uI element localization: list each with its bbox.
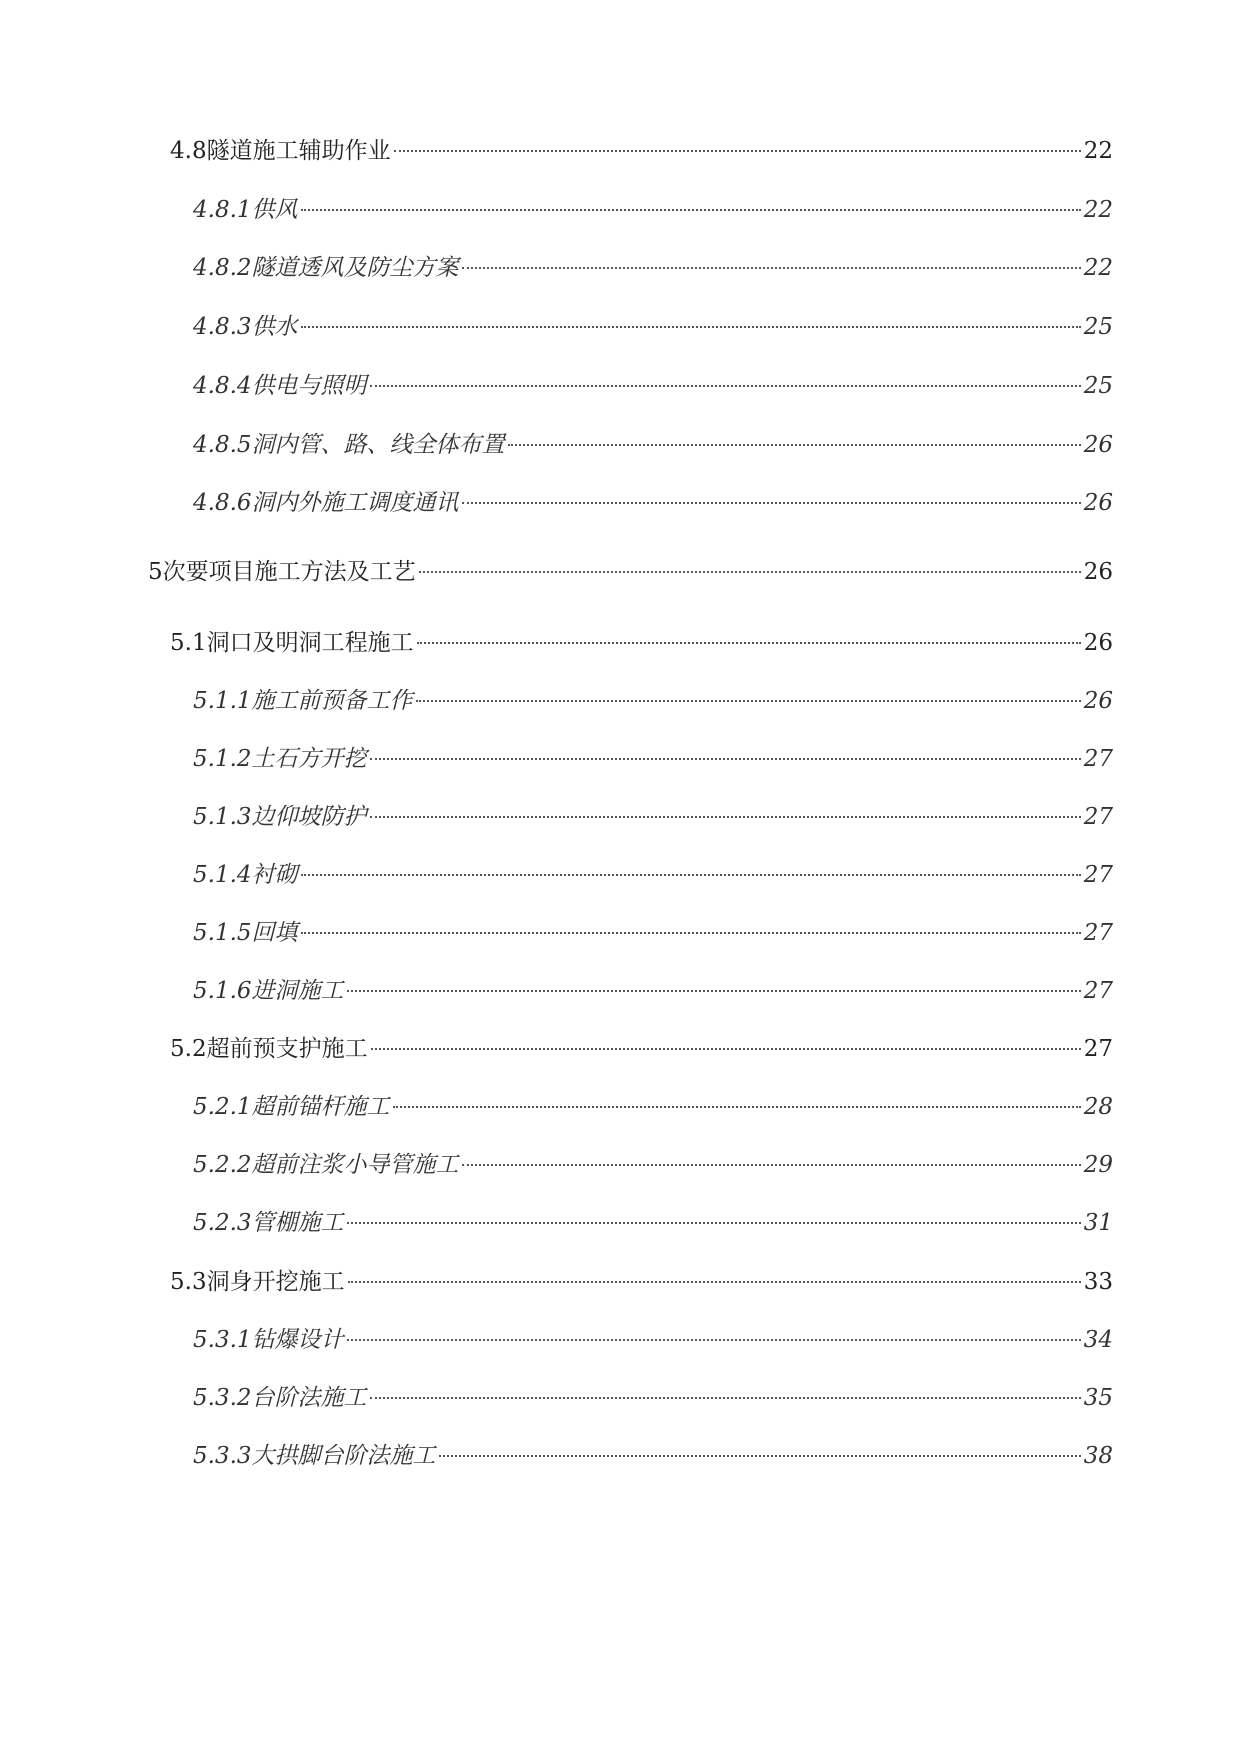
toc-entry[interactable]: [170, 1265, 1113, 1299]
toc-entry-page: 27: [1083, 804, 1113, 830]
toc-entry-title: 5.1洞口及明洞工程施工: [170, 630, 414, 656]
toc-entry-title: 4.8.5洞内管、路、线全体布置: [193, 432, 505, 458]
toc-entry-page: 26: [1083, 688, 1113, 714]
toc-entry-page: 26: [1083, 490, 1113, 516]
toc-entry-title: 5.1.6进洞施工: [193, 978, 344, 1004]
toc-leader-dots: [347, 1339, 1081, 1341]
toc-entry[interactable]: [193, 974, 1113, 1008]
toc-entry-page: 22: [1083, 255, 1113, 281]
toc-leader-dots: [370, 816, 1081, 818]
toc-entry-title: 5次要项目施工方法及工艺: [148, 559, 416, 585]
toc-entry-title: 4.8隧道施工辅助作业: [170, 138, 391, 164]
toc-entry[interactable]: [193, 310, 1113, 344]
toc-entry-page: 31: [1083, 1210, 1113, 1236]
toc-entry[interactable]: [193, 369, 1113, 403]
toc-entry[interactable]: [170, 1032, 1113, 1066]
toc-leader-dots: [416, 700, 1081, 702]
toc-entry-title: 5.2.2超前注浆小导管施工: [193, 1152, 459, 1178]
toc-entry-page: 25: [1083, 373, 1113, 399]
toc-entry[interactable]: [193, 1381, 1113, 1415]
toc-entry-title: 5.3.3大拱脚台阶法施工: [193, 1443, 436, 1469]
toc-leader-dots: [394, 150, 1081, 152]
toc-leader-dots: [348, 1281, 1081, 1283]
toc-entry-title: 5.2超前预支护施工: [170, 1036, 368, 1062]
toc-entry-page: 27: [1083, 862, 1113, 888]
toc-entry-page: 27: [1083, 1036, 1113, 1062]
toc-entry[interactable]: [148, 555, 1113, 589]
toc-leader-dots: [371, 1048, 1081, 1050]
toc-entry[interactable]: [193, 1148, 1113, 1182]
toc-entry[interactable]: [193, 486, 1113, 520]
toc-entry[interactable]: [170, 134, 1113, 168]
toc-entry[interactable]: [170, 626, 1113, 660]
toc-leader-dots: [439, 1455, 1081, 1457]
toc-leader-dots: [347, 990, 1081, 992]
toc-entry[interactable]: [193, 1323, 1113, 1357]
toc-entry-page: 33: [1083, 1269, 1113, 1295]
toc-entry-page: 34: [1083, 1327, 1113, 1353]
toc-leader-dots: [462, 502, 1081, 504]
toc-entry-page: 29: [1083, 1152, 1113, 1178]
toc-leader-dots: [301, 874, 1081, 876]
toc-leader-dots: [347, 1222, 1081, 1224]
toc-entry[interactable]: [193, 251, 1113, 285]
toc-leader-dots: [419, 571, 1081, 573]
toc-entry[interactable]: [193, 428, 1113, 462]
toc-entry-title: 5.3洞身开挖施工: [170, 1269, 345, 1295]
toc-entry-title: 5.1.1施工前预备工作: [193, 688, 413, 714]
toc-entry[interactable]: [193, 1090, 1113, 1124]
toc-entry-title: 4.8.2隧道透风及防尘方案: [193, 255, 459, 281]
toc-entry[interactable]: [193, 193, 1113, 227]
toc-entry[interactable]: [193, 684, 1113, 718]
toc-entry[interactable]: [193, 742, 1113, 776]
toc-entry[interactable]: [193, 916, 1113, 950]
toc-entry-page: 28: [1083, 1094, 1113, 1120]
toc-entry-page: 25: [1083, 314, 1113, 340]
toc-entry-title: 4.8.4供电与照明: [193, 373, 367, 399]
toc-entry-title: 5.2.3管棚施工: [193, 1210, 344, 1236]
toc-entry-page: 27: [1083, 920, 1113, 946]
toc-leader-dots: [301, 326, 1081, 328]
toc-leader-dots: [301, 932, 1081, 934]
toc-leader-dots: [462, 1164, 1081, 1166]
toc-entry-page: 26: [1083, 630, 1113, 656]
toc-leader-dots: [301, 209, 1081, 211]
toc-entry[interactable]: [193, 1439, 1113, 1473]
toc-entry-page: 26: [1083, 432, 1113, 458]
toc-entry-title: 4.8.1供风: [193, 197, 298, 223]
toc-leader-dots: [462, 267, 1081, 269]
toc-leader-dots: [508, 444, 1081, 446]
toc-entry-page: 35: [1083, 1385, 1113, 1411]
toc-leader-dots: [393, 1106, 1081, 1108]
toc-leader-dots: [370, 385, 1081, 387]
toc-entry-title: 5.3.1钻爆设计: [193, 1327, 344, 1353]
toc-entry-title: 5.1.2土石方开挖: [193, 746, 367, 772]
toc-entry-title: 5.1.3边仰坡防护: [193, 804, 367, 830]
toc-entry-title: 4.8.6洞内外施工调度通讯: [193, 490, 459, 516]
toc-entry[interactable]: [193, 800, 1113, 834]
toc-entry-page: 22: [1083, 197, 1113, 223]
toc-leader-dots: [417, 642, 1081, 644]
toc-entry-page: 26: [1083, 559, 1113, 585]
toc-entry[interactable]: [193, 1206, 1113, 1240]
toc-entry-page: 27: [1083, 978, 1113, 1004]
toc-entry-page: 27: [1083, 746, 1113, 772]
toc-entry-page: 38: [1083, 1443, 1113, 1469]
toc-entry-title: 5.1.4衬砌: [193, 862, 298, 888]
toc-leader-dots: [370, 758, 1081, 760]
toc-entry-title: 5.2.1超前锚杆施工: [193, 1094, 390, 1120]
toc-entry-title: 4.8.3供水: [193, 314, 298, 340]
toc-entry-title: 5.1.5回填: [193, 920, 298, 946]
toc-entry[interactable]: [193, 858, 1113, 892]
toc-entry-title: 5.3.2台阶法施工: [193, 1385, 367, 1411]
toc-entry-page: 22: [1083, 138, 1113, 164]
toc-leader-dots: [370, 1397, 1081, 1399]
